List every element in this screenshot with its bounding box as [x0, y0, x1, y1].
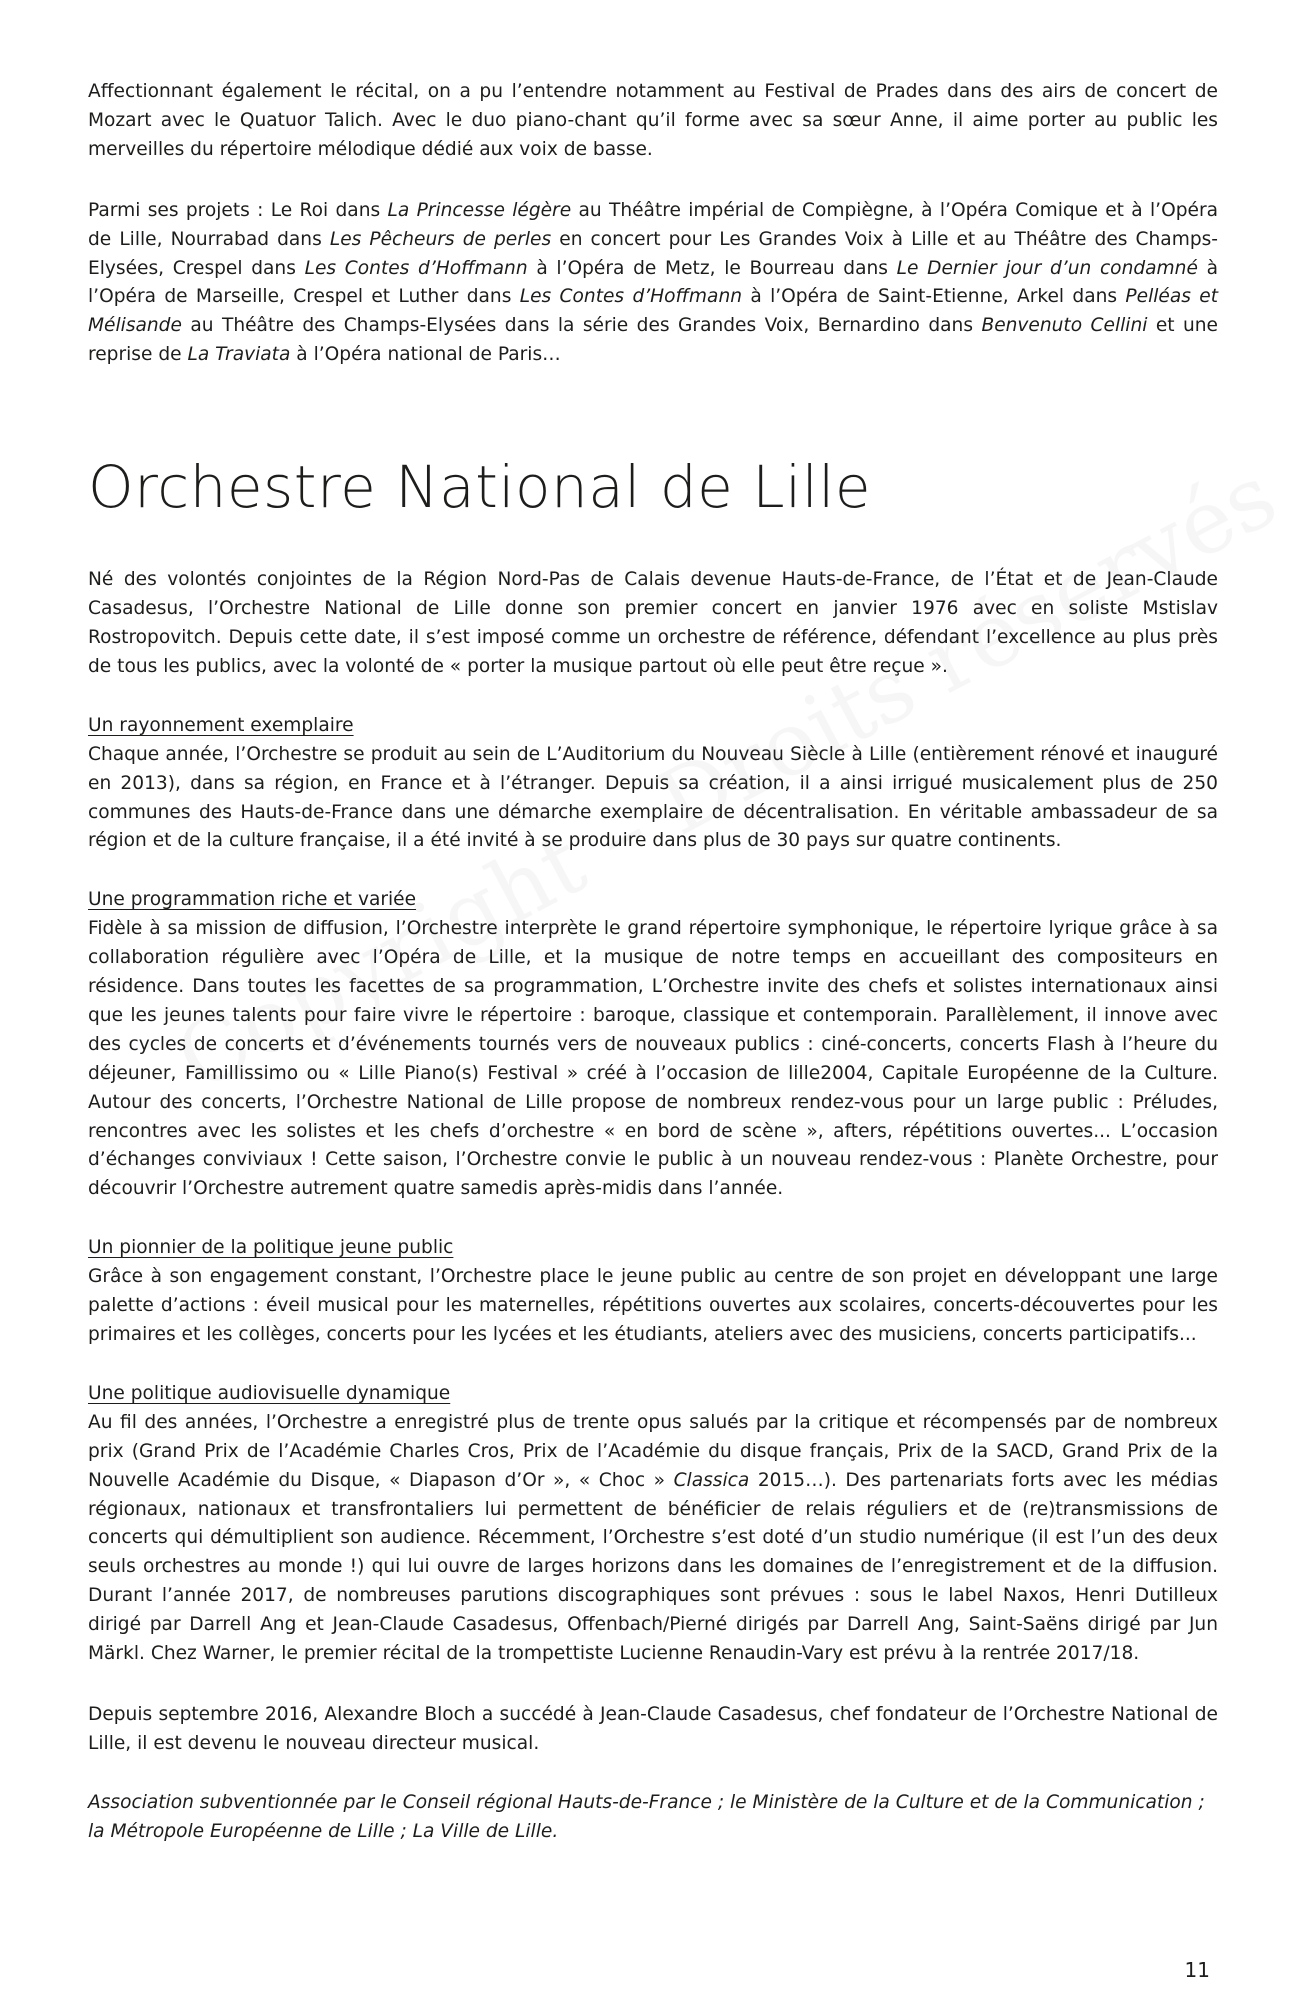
subsection-body — [88, 1263, 1218, 1350]
italic-title-text: Les Pêcheurs de perles — [329, 228, 552, 250]
subsection-heading: Un rayonnement exemplaire — [88, 714, 354, 736]
funding-credit: Association subventionnée par le Conseil régional Hauts-de-France ; le Ministère de la Culture et de la Communication ; la Métropole Européenne de Lille ; La Ville de Lille. — [88, 1791, 1205, 1842]
text-run: Fidèle à sa mission de diffusion, l’Orchestre interprète le grand répertoire symphonique, le répertoire lyrique grâce à sa collaboration régulière avec l’Opéra de Lille, et la musique de notre temps en accueillant des compositeurs en résidence. Dans toutes les facettes de sa programmation, L’Orchestre invite des chefs et solistes internationaux ainsi que les jeunes talents pour faire vivre le répertoire : baroque, classique et contemporain. Parallèlement, il innove avec des cycles de concerts et d’événements tournés vers de nouveaux publics : ciné-concerts, concerts Flash à l’heure du déjeuner, Famillissimo ou « Lille Piano(s) Festival » créé à l’occasion de lille2004, Capitale Européenne de la Culture. Autour des concerts, l’Orchestre National de Lille propose de nombreux rendez-vous pour un large public : Préludes, rencontres avec les solistes et les chefs d’orchestre « en bord de scène », afters, répétitions ouvertes... L’occasion d’échanges conviviaux ! Cette saison, l’Orchestre convie le public à un nouveau rendez-vous : Planète Orchestre, pour découvrir l’Orchestre autrement quatre samedis après-midis dans l’année. — [88, 918, 1218, 1200]
text-run: Parmi ses projets : Le Roi dans — [88, 199, 388, 221]
italic-title-text: La Princesse légère — [387, 199, 572, 221]
text-run: 2015…). Des partenariats forts avec les médias régionaux, nationaux et transfrontaliers lui permettent de bénéficier de relais réguliers et de (re)transmissions de concerts qui démultiplient son audience. Récemment, l’Orchestre s’est doté d’un studio numérique (il est l’un des deux seuls orchestres au monde !) qui lui ouvre de larges horizons dans les domaines de l’enregistrement et de la diffusion. Durant l’année 2017, de nombreuses parutions discographiques sont prévues : sous le label Naxos, Henri Dutilleux dirigé par Darrell Ang et Jean-Claude Casadesus, Offenbach/Pierné dirigés par Darrell Ang, Saint-Saëns dirigé par Jun Märkl. Chez Warner, le premier récital de la trompettiste Lucienne Renaudin-Vary est prévu à la rentrée 2017/18. — [88, 1469, 1219, 1665]
subsection-heading: Une programmation riche et variée — [88, 889, 417, 911]
subsection-body — [88, 915, 1218, 1204]
italic-title-text: Pelléas et Mélisande — [88, 286, 1218, 337]
section-title: Orchestre National de Lille — [88, 453, 872, 522]
section-lead-paragraph: Né des volontés conjointes de la Région Nord-Pas de Calais devenue Hauts-de-France, de l’État et de Jean-Claude Casadesus, l’Orchestre National de Lille donne son premier concert en janvier 1976 avec en soliste Mstislav Rostropovitch. Depuis cette date, il s’est imposé comme un orchestre de référence, défendant l’excellence au plus près de tous les publics, avec la volonté de « porter la musique partout où elle peut être reçue ». — [88, 569, 1218, 677]
intro-paragraph-2 — [88, 197, 1218, 370]
italic-title-text: La Traviata — [187, 344, 291, 366]
text-run: Au fil des années, l’Orchestre a enregistré plus de trente opus salués par la critique et récompensés par de nombreux prix (Grand Prix de l’Académie Charles Cros, Prix de l’Académie du disque français, Prix de la SACD, Grand Prix de la Nouvelle Académie du Disque, « Diapason d’Or », « Choc » — [88, 1411, 1218, 1491]
page-content — [88, 78, 1218, 1847]
text-run: à l’Opéra national de Paris… — [290, 344, 561, 366]
subsection-heading: Un pionnier de la politique jeune public — [88, 1237, 454, 1259]
text-run: à l’Opéra de Saint-Etienne, Arkel dans — [742, 286, 1126, 308]
subsection-heading: Une politique audiovisuelle dynamique — [88, 1382, 451, 1404]
text-run: Grâce à son engagement constant, l’Orchestre place le jeune public au centre de son projet en développant une large palette d’actions : éveil musical pour les maternelles, répétitions ouvertes aux scolaires, concerts-découvertes pour les primaires et les collèges, concerts pour les lycées et les étudiants, ateliers avec des musiciens, concerts participatifs... — [88, 1266, 1218, 1345]
text-run: Chaque année, l’Orchestre se produit au sein de L’Auditorium du Nouveau Siècle à Lille (entièrement rénové et inauguré en 2013), dans sa région, en France et à l’étranger. Depuis sa création, il a ainsi irrigué musicalement plus de 250 communes des Hauts-de-France dans une démarche exemplaire de décentralisation. En véritable ambassadeur de sa région et de la culture française, il a été invité à se produire dans plus de 30 pays sur quatre continents. — [88, 743, 1218, 852]
text-run: et une reprise de — [88, 315, 1219, 366]
subsection-body — [88, 1409, 1218, 1669]
text-run: au Théâtre des Champs-Elysées dans la série des Grandes Voix, Bernardino dans — [181, 315, 982, 337]
italic-title-text: Les Contes d’Hoffmann — [519, 286, 743, 308]
italic-title-text: Benvenuto Cellini — [981, 315, 1148, 337]
text-run: en concert pour Les Grandes Voix à Lille et au Théâtre des Champs-Elysées, Crespel dans — [88, 228, 1219, 279]
text-run: à l’Opéra de Marseille, Crespel et Luther dans — [88, 257, 1218, 308]
closing-paragraph: Depuis septembre 2016, Alexandre Bloch a succédé à Jean-Claude Casadesus, chef fondateur de l’Orchestre National de Lille, il est devenu le nouveau directeur musical. — [88, 1703, 1218, 1754]
text-run: au Théâtre impérial de Compiègne, à l’Opéra Comique et à l’Opéra de Lille, Nourrabad dans — [88, 199, 1218, 250]
subsection-body — [88, 741, 1218, 857]
page-number: 11 — [1184, 1958, 1210, 1982]
italic-title-text: Les Contes d’Hoffmann — [304, 257, 528, 279]
italic-title-text: Classica — [673, 1469, 750, 1491]
text-run: à l’Opéra de Metz, le Bourreau dans — [527, 257, 897, 279]
italic-title-text: Le Dernier jour d’un condamné — [896, 257, 1198, 279]
intro-paragraph-1: Affectionnant également le récital, on a pu l’entendre notamment au Festival de Prades dans des airs de concert de Mozart avec le Quatuor Talich. Avec le duo piano-chant qu’il forme avec sa sœur Anne, il aime porter au public les merveilles du répertoire mélodique dédié aux voix de basse. — [88, 81, 1218, 160]
